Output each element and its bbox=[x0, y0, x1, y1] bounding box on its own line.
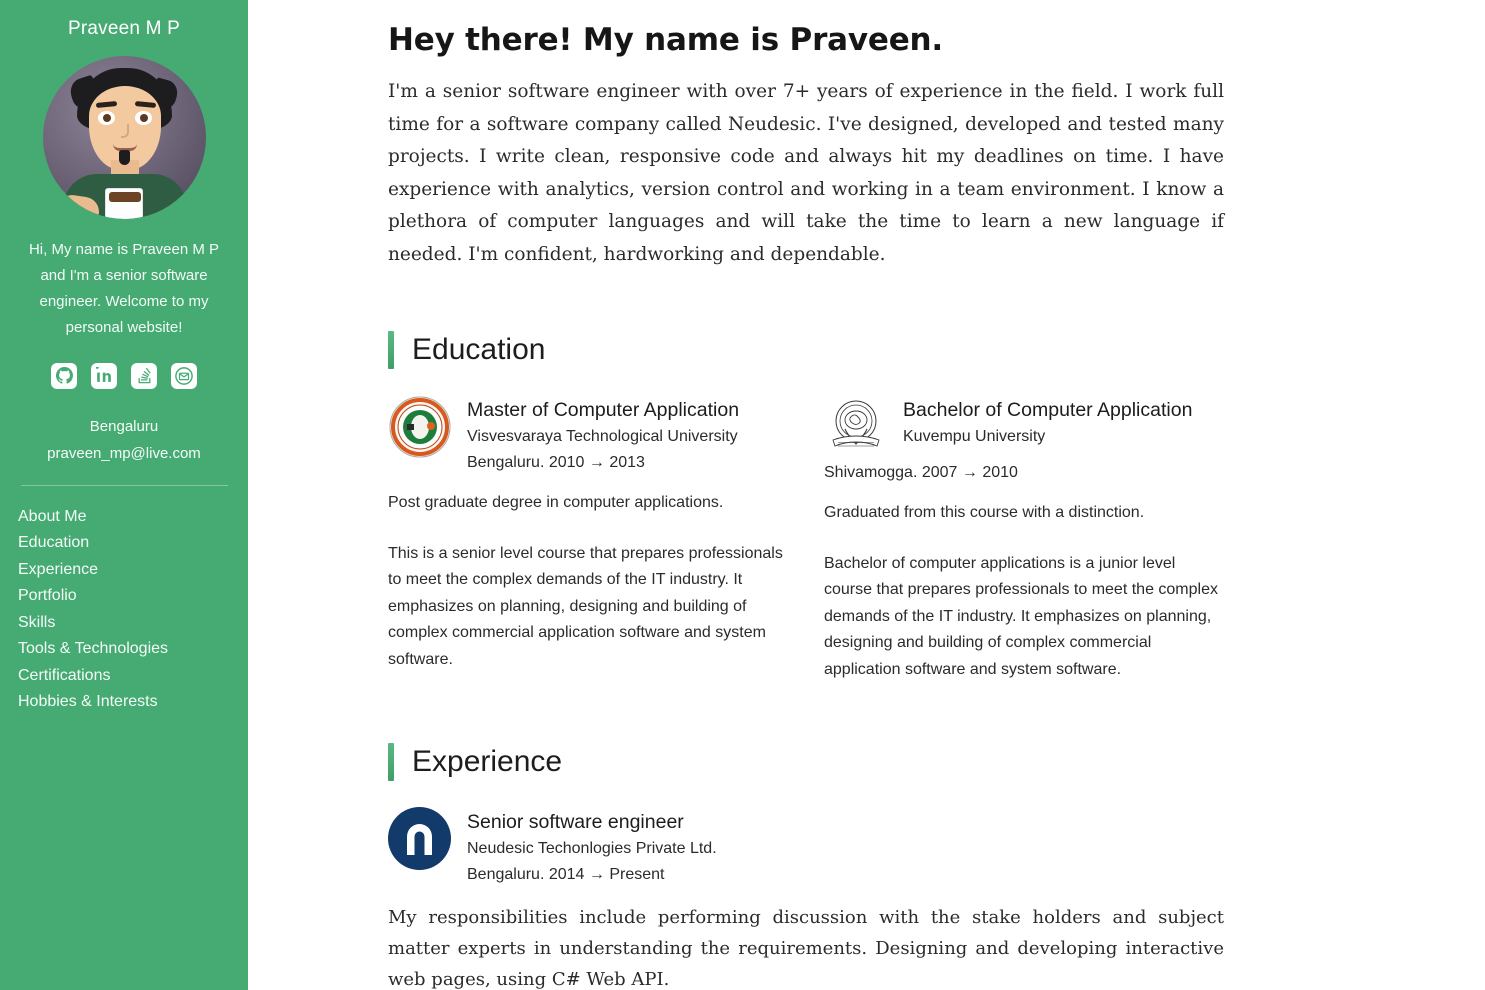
education-grid bbox=[388, 395, 1224, 683]
section-accent-bar bbox=[388, 743, 394, 781]
experience-section bbox=[388, 743, 1224, 990]
section-accent-bar bbox=[388, 331, 394, 369]
section-title: Education bbox=[412, 333, 546, 366]
sidebar-city: Bengaluru bbox=[89, 417, 159, 435]
experience-company: Neudesic Techonlogies Private Ltd. bbox=[467, 840, 717, 857]
education-detail: This is a senior level course that prepares professionals to meet the complex demands of the IT industry. It emphasizes on planning, designing and building of complex commercial application software and system software. bbox=[388, 544, 783, 668]
sidebar-item-hobbies-interests[interactable]: Hobbies & Interests bbox=[18, 693, 158, 711]
avatar-eye-right bbox=[135, 111, 152, 125]
about-me-section bbox=[388, 22, 1224, 271]
social-links bbox=[12, 363, 236, 389]
education-summary: Graduated from this course with a distinction. bbox=[824, 504, 1145, 521]
avatar-eye-left bbox=[98, 111, 115, 125]
education-entry-text bbox=[467, 395, 739, 476]
sidebar-item-skills[interactable]: Skills bbox=[18, 613, 56, 631]
email-icon[interactable] bbox=[171, 363, 197, 389]
avatar bbox=[43, 56, 206, 219]
github-icon[interactable] bbox=[51, 363, 77, 389]
education-institution: Visvesvaraya Technological University bbox=[467, 428, 738, 445]
sidebar bbox=[0, 0, 248, 990]
experience-heading bbox=[388, 743, 1224, 781]
sidebar-bio: Hi, My name is Praveen M P and I'm a senior software engineer. Welcome to my personal website! bbox=[28, 240, 220, 336]
avatar-nose bbox=[121, 124, 129, 138]
education-institution: Kuvempu University bbox=[903, 428, 1046, 445]
sidebar-divider bbox=[21, 485, 228, 486]
experience-entry-text bbox=[467, 807, 717, 888]
sidebar-nav bbox=[12, 504, 236, 716]
kuvempu-crest-logo bbox=[824, 395, 887, 458]
sidebar-item-tools-technologies[interactable]: Tools & Technologies bbox=[18, 640, 169, 658]
education-entry bbox=[824, 395, 1224, 683]
education-degree-title: Bachelor of Computer Application bbox=[903, 399, 1193, 421]
sidebar-contact bbox=[12, 413, 236, 467]
education-entry-header bbox=[388, 395, 788, 476]
section-title: Experience bbox=[412, 745, 563, 778]
experience-entry bbox=[388, 807, 1224, 990]
education-section bbox=[388, 331, 1224, 683]
education-entry bbox=[388, 395, 788, 683]
about-me-paragraph: I'm a senior software engineer with over 7+ years of experience in the field. I work full time for a software company called Neudesic. I've designed, developed and tested many projects. I write clean, responsive code and always hit my deadlines on time. I have experience with analytics, version control and working in a team environment. I know a plethora of computer languages and will take the time to learn a new language if needed. I'm confident, hardworking and dependable. bbox=[388, 81, 1224, 265]
sidebar-item-education[interactable]: Education bbox=[18, 534, 90, 552]
page-title: Hey there! My name is Praveen. bbox=[388, 22, 943, 58]
experience-meta: Bengaluru. 2014 → Present bbox=[467, 866, 665, 883]
experience-entry-header bbox=[388, 807, 1224, 888]
education-degree-title: Master of Computer Application bbox=[467, 399, 740, 421]
education-detail: Bachelor of computer applications is a junior level course that prepares professionals to meet the complex demands of the IT industry. It emphasizes on planning, designing and building of complex commercial application software and system software. bbox=[824, 554, 1218, 678]
experience-job-title: Senior software engineer bbox=[467, 811, 684, 833]
sidebar-item-about-me[interactable]: About Me bbox=[18, 507, 87, 525]
education-meta: Bengaluru. 2010 → 2013 bbox=[467, 454, 645, 471]
neudesic-logo bbox=[388, 807, 451, 870]
sidebar-name: Praveen M P bbox=[67, 18, 181, 39]
sidebar-item-certifications[interactable]: Certifications bbox=[18, 666, 111, 684]
avatar-goatee bbox=[119, 150, 130, 165]
avatar-coffee-cup bbox=[105, 188, 143, 219]
main-content bbox=[248, 0, 1485, 990]
stackoverflow-icon[interactable] bbox=[131, 363, 157, 389]
vtu-seal-logo bbox=[388, 395, 451, 458]
sidebar-item-experience[interactable]: Experience bbox=[18, 560, 99, 578]
education-entry-header bbox=[824, 395, 1224, 458]
education-meta: Shivamogga. 2007 → 2010 bbox=[824, 464, 1018, 481]
education-entry-body bbox=[824, 500, 1224, 683]
experience-description: My responsibilities include performing discussion with the stake holders and subject matter experts in understanding the requirements. Designing and developing interactive web pages, using C# Web API. bbox=[388, 907, 1224, 990]
education-entry-text bbox=[903, 395, 1192, 450]
education-summary: Post graduate degree in computer applications. bbox=[388, 494, 724, 511]
sidebar-email[interactable]: praveen_mp@live.com bbox=[47, 444, 201, 462]
linkedin-icon[interactable] bbox=[91, 363, 117, 389]
education-heading bbox=[388, 331, 1224, 369]
education-entry-body bbox=[388, 490, 788, 673]
sidebar-item-portfolio[interactable]: Portfolio bbox=[18, 587, 77, 605]
